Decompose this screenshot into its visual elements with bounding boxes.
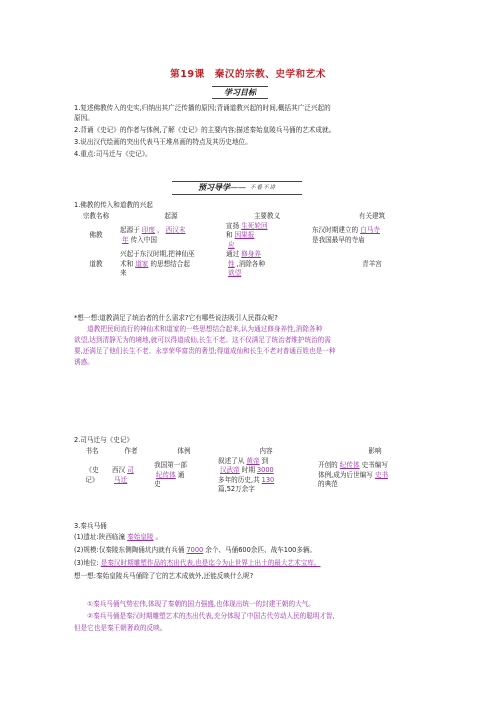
banner-label: 学习目标 xyxy=(224,87,256,97)
text: 记》 xyxy=(85,475,99,484)
blank-emperor-wu: 汉武帝 xyxy=(220,466,240,475)
answer-1-line-3: 要,还满足了他们长生不老、永享荣华富贵的奢望;得道成仙和长生不老对普通百姓也是一种 xyxy=(74,347,336,355)
text: 是我国最早的寺庙 xyxy=(312,235,365,244)
text: 的典范 xyxy=(318,480,338,489)
text: 余个、马俑600余匹、战车100多辆。 xyxy=(205,546,317,554)
section2-heading: 2.司马迁与《史记》 xyxy=(74,436,134,444)
text: 篇,52万余字 xyxy=(218,485,255,494)
author-cell xyxy=(110,457,152,495)
answer-1-line-2: 欲望,达到清静无为的境地,就可以得道成仙,长生不老。这不仅满足了统治者维护统治的需 xyxy=(74,336,331,344)
blank-year: 年 xyxy=(122,235,129,244)
header-doctrine: 主要教义 xyxy=(253,212,281,220)
answer-1-line-4: 诱惑。 xyxy=(74,358,94,366)
banner-main: 预习导学 xyxy=(197,183,230,192)
text: 通过 xyxy=(226,250,240,259)
blank-taoist-school: 道家 xyxy=(135,259,149,268)
header-buildings: 有关建筑 xyxy=(358,212,386,220)
text: 通 xyxy=(177,470,185,479)
text: 的思想结合起 xyxy=(150,259,190,268)
buddhism-building xyxy=(310,222,434,251)
terracotta-status xyxy=(74,559,434,569)
answer-2-line-3: 但是它也是秦王朝奢政的反映。 xyxy=(74,624,167,632)
banner-dash: —— xyxy=(229,183,246,192)
buddhism-name: 佛教 xyxy=(89,231,103,240)
buddhism-doctrine xyxy=(224,222,310,251)
header-religion: 宗教名称 xyxy=(82,212,110,220)
page-title: 第19课 秦汉的宗教、史学和艺术 xyxy=(170,69,326,80)
text: (1)遗址:陕西临潼 xyxy=(74,533,126,541)
religion-table xyxy=(74,212,434,279)
blank-biographical-2: 纪传体 xyxy=(339,461,360,470)
blank-karma: 因果报 xyxy=(234,231,255,240)
blank-mausoleum: 秦始皇陵 xyxy=(127,533,154,541)
table-row-buddhism xyxy=(74,222,434,251)
text: 史书编写 xyxy=(361,461,388,470)
blank-130: 130 xyxy=(261,475,275,484)
text: 史 xyxy=(154,480,161,489)
text: 西汉 xyxy=(112,466,126,475)
header-author: 作者 xyxy=(124,447,138,455)
text: 宣扬 xyxy=(226,221,240,230)
text: 到 xyxy=(261,456,269,465)
blank-karma-end: 应 xyxy=(228,240,235,249)
text: 开创的 xyxy=(318,461,338,470)
objective-line-3: 2.背诵《史记》的作者与体例,了解《史记》的主要内容;描述秦始皇陵兵马俑的艺术成就。 xyxy=(74,126,336,134)
influence-cell xyxy=(316,457,434,495)
style-cell xyxy=(152,457,216,495)
answer-2-line-2: ②秦兵马俑是秦汉时期雕塑艺术的杰出代表,充分体现了中国古代劳动人民的聪明才智, xyxy=(74,612,335,620)
text: 体例,成为后世编写 xyxy=(318,470,373,479)
text: 时期 xyxy=(241,466,255,475)
question-1: *想一想:道教满足了统治者的什么需求?它有哪些说法吸引人民群众呢? xyxy=(74,314,278,322)
header-content: 内容 xyxy=(259,447,273,455)
text: 东汉时期建立的 xyxy=(312,226,359,235)
blank-biographical: 纪传体 xyxy=(156,470,176,479)
header-book: 书名 xyxy=(85,447,99,455)
blank-qian: 马迁 xyxy=(114,475,128,484)
objective-line-5: 4.重点:司马迁与《史记》。 xyxy=(74,150,152,158)
blank-nature: 性 xyxy=(228,259,235,268)
taoism-building: 青羊宫 xyxy=(362,259,382,268)
table-header-row xyxy=(74,212,434,222)
text: 《史 xyxy=(85,466,99,475)
blank-self-cultivation: 修身养 xyxy=(241,250,261,259)
section3-heading: 3.秦兵马俑 xyxy=(74,522,107,530)
section-banner-objectives xyxy=(212,86,268,99)
table-row-taoism xyxy=(74,250,434,279)
section-banner-preview xyxy=(172,181,302,195)
text: ， xyxy=(156,226,164,235)
text: (2)规模:仅秦陵东侧陶俑坑内就有兵俑 xyxy=(74,546,185,554)
text: 我国第一部 xyxy=(154,461,187,470)
text: 。 xyxy=(155,533,163,541)
text: 传入中国 xyxy=(130,235,157,244)
answer-2-line-1: ①秦兵马俑气势宏伟,体现了秦朝的国力强盛,也体现出统一的封建王朝的大气。 xyxy=(74,600,315,608)
blank-sima: 司 xyxy=(127,466,134,475)
answer-1-line-1: 道教把民间流行的神仙术和道家的一些思想结合起来,认为通过修身养性,消除各种 xyxy=(74,325,323,333)
blank-white-horse-temple: 白马寺 xyxy=(360,226,380,235)
blank-desires: 欲望 xyxy=(228,269,242,278)
objective-line-4: 3.说出汉代绘画的突出代表马王堆帛画的特点及其历史地位。 xyxy=(74,138,252,146)
objective-line-2: 原因。 xyxy=(74,114,94,122)
taoism-origin xyxy=(118,250,224,279)
text: 和 xyxy=(226,231,233,240)
objective-line-1: 1.复述佛教传入的史实,归纳出其广泛传播的原因;背诵道教兴起的时间,概括其广泛兴起的 xyxy=(74,104,331,112)
terracotta-site xyxy=(74,533,434,543)
text: (3)地位: xyxy=(74,559,99,567)
shiji-table xyxy=(74,447,434,495)
blank-yellow-emperor: 黄帝 xyxy=(246,456,260,465)
question-2: 想一想:秦始皇陵兵马俑除了它的艺术成就外,还能反映什么呢? xyxy=(74,572,254,580)
taoism-doctrine xyxy=(224,250,310,279)
table-row-shiji xyxy=(74,457,434,495)
blank-samsara: 生死轮回 xyxy=(241,221,268,230)
text: 叙述了从 xyxy=(218,456,245,465)
text: 兴起于东汉时期,把神仙巫 xyxy=(120,250,195,259)
header-influence: 影响 xyxy=(368,447,382,455)
taoism-name: 道教 xyxy=(89,259,103,268)
text: 多年的历史,共 xyxy=(218,475,260,484)
buddhism-origin xyxy=(118,222,224,251)
blank-7000: 7000 xyxy=(186,546,204,554)
header-origin: 起源 xyxy=(164,212,178,220)
text: 术和 xyxy=(120,259,134,268)
blank-status: 是秦汉时期雕塑作品的杰出代表,也是迄今为止世界上出土的最大艺术宝库。 xyxy=(100,559,321,567)
terracotta-scale xyxy=(74,546,434,556)
blank-history-books: 史书 xyxy=(374,470,389,479)
table-header-row xyxy=(74,447,434,457)
section1-heading: 1.佛教的传入和道教的兴起 xyxy=(74,201,153,209)
blank-india: 印度 xyxy=(141,226,155,235)
blank-3000: 3000 xyxy=(256,466,274,475)
banner-sub: 不看不讲 xyxy=(249,184,276,191)
blank-late-western-han: 西汉末 xyxy=(165,226,186,235)
content-cell xyxy=(216,457,316,495)
text: ,消除各种 xyxy=(236,259,266,268)
text: 起源于 xyxy=(120,226,140,235)
header-style: 体例 xyxy=(177,447,191,455)
text: 来 xyxy=(120,269,127,278)
book-name xyxy=(74,457,110,495)
